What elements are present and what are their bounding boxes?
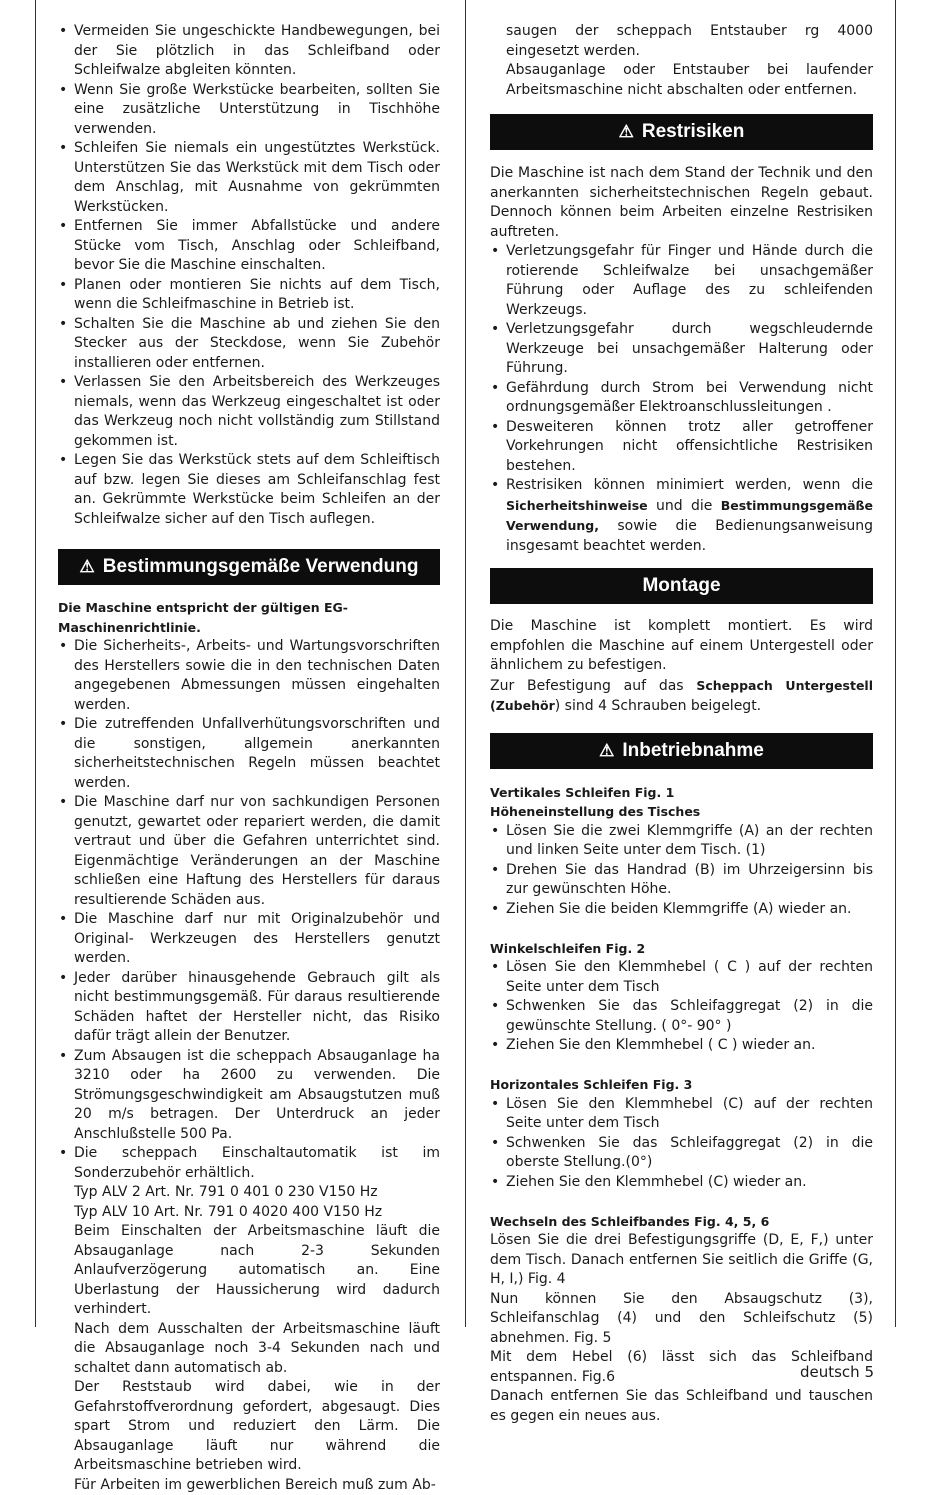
list-item: • Verletzungsgefahr für Finger und Hände durch die rotierende Schleifwalze bei unsachgemäßer Führung oder Auflage des zu schleifenden Werkzeugs.: [490, 242, 873, 320]
paragraph: Lösen Sie die drei Befestigungsgriffe (D, E, F,) unter dem Tisch. Danach entfernen Sie seitlich die Griffe (G, H, I,) Fig. 4: [490, 1231, 873, 1290]
list-item: • Planen oder montieren Sie nichts auf dem Tisch, wenn die Schleifmaschine in Betrieb ist.: [58, 276, 440, 315]
text-span: Restrisiken können minimiert werden, wenn die: [506, 477, 873, 493]
list-item: • Desweiteren können trotz aller getroffener Vorkehrungen nicht offensichtliche Restrisiken bestehen.: [490, 418, 873, 477]
list-item: • Die Maschine darf nur von sachkundigen Personen genutzt, gewartet oder repariert werden, die damit vertraut und über die Gefahren unterrichtet sind. Eigenmächtige Veränderungen an der Maschine schließen eine Haftung des Herstellers für daraus resultierende Schäden aus.: [58, 793, 440, 910]
bold-term: Sicherheitshinweise: [506, 498, 648, 513]
type-line: Typ ALV 10 Art. Nr. 791 0 4020 400 V150 Hz: [74, 1203, 440, 1223]
subsection-title: Vertikales Schleifen Fig. 1: [490, 783, 873, 803]
bullet-text: Die scheppach Einschaltautomatik ist im Sonderzubehör erhältlich.: [74, 1145, 440, 1181]
subsection-title: Horizontales Schleifen Fig. 3: [490, 1075, 873, 1095]
paragraph: Der Reststaub wird dabei, wie in der Gefahrstoffverordnung gefordert, abgesaugt. Dies spart Strom und reduziert den Lärm. Die Absauganlage läuft nur während die Arbeitsmaschine betrieben wird.: [74, 1378, 440, 1476]
right-column: [490, 22, 873, 1426]
type-line: Typ ALV 2 Art. Nr. 791 0 401 0 230 V150 Hz: [74, 1183, 440, 1203]
section-header-montage: [490, 568, 873, 604]
vertical-bullet-list: [490, 822, 873, 920]
list-item: • Die zutreffenden Unfallverhütungsvorschriften und die sonstigen, allgemein anerkannten sicherheitstechnischen Regeln müssen beachtet werden.: [58, 715, 440, 793]
list-item: [490, 476, 873, 556]
montage-text: Die Maschine ist komplett montiert. Es wird empfohlen die Maschine auf einem Untergestell oder ähnlichem zu befestigen.: [490, 617, 873, 676]
spacer: [490, 1192, 873, 1212]
left-column: [58, 22, 440, 1495]
list-item: • Ziehen Sie die beiden Klemmgriffe (A) wieder an.: [490, 900, 873, 920]
continued-text: Absauganlage oder Entstauber bei laufender Arbeitsmaschine nicht abschalten oder entfernen.: [490, 61, 873, 100]
list-item: • Schwenken Sie das Schleifaggregat (2) in die oberste Stellung.(0°): [490, 1134, 873, 1173]
bold-term: Scheppach Untergestell (Zubehör: [490, 678, 873, 714]
list-item: • Ziehen Sie den Klemmhebel (C) wieder an.: [490, 1173, 873, 1193]
list-item: • Gefährdung durch Strom bei Verwendung nicht ordnungsgemäßer Elektroanschlussleitungen .: [490, 379, 873, 418]
page-footer: deutsch 5: [800, 1363, 874, 1381]
paragraph: Nach dem Ausschalten der Arbeitsmaschine läuft die Absauganlage noch 3-4 Sekunden nach und schaltet dann automatisch ab.: [74, 1320, 440, 1379]
section-header-restrisiken: [490, 114, 873, 150]
text-span: ) sind 4 Schrauben beigelegt.: [555, 698, 761, 714]
list-item: • Entfernen Sie immer Abfallstücke und andere Stücke vom Tisch, Anschlag oder Schleifband, bevor Sie die Maschine einschalten.: [58, 217, 440, 276]
risk-bullet-list: [490, 242, 873, 556]
paragraph: Danach entfernen Sie das Schleifband und tauschen es gegen ein neues aus.: [490, 1387, 873, 1426]
list-item: • Lösen Sie den Klemmhebel ( C ) auf der rechten Seite unter dem Tisch: [490, 958, 873, 997]
list-item: • Jeder darüber hinausgehende Gebrauch gilt als nicht bestimmungsgemäß. Für daraus resultierende Schäden haftet der Hersteller nicht, das Risiko dafür trägt allein der Benutzer.: [58, 969, 440, 1047]
list-item: • Lösen Sie die zwei Klemmgriffe (A) an der rechten und linken Seite unter dem Tisch. (1): [490, 822, 873, 861]
list-item: • Schalten Sie die Maschine ab und ziehen Sie den Stecker aus der Steckdose, wenn Sie Zubehör installieren oder entfernen.: [58, 315, 440, 374]
paragraph: Mit dem Hebel (6) lässt sich das Schleifband entspannen. Fig.6: [490, 1348, 873, 1387]
section-title: Restrisiken: [642, 121, 744, 143]
list-item: • Ziehen Sie den Klemmhebel ( C ) wieder an.: [490, 1036, 873, 1056]
list-item: • Verletzungsgefahr durch wegschleudernde Werkzeuge bei unsachgemäßer Halterung oder Führung.: [490, 320, 873, 379]
warning-icon: ⚠: [80, 557, 95, 577]
subsection-title: Winkelschleifen Fig. 2: [490, 939, 873, 959]
usage-bullet-list: [58, 637, 440, 1495]
horizontal-bullet-list: [490, 1095, 873, 1193]
section-header-inbetriebnahme: [490, 733, 873, 769]
list-item: • Schwenken Sie das Schleifaggregat (2) in die gewünschte Stellung. ( 0°- 90° ): [490, 997, 873, 1036]
spacer: [490, 919, 873, 939]
list-item: [58, 1144, 440, 1495]
warning-icon: ⚠: [599, 741, 614, 761]
section-title: Inbetriebnahme: [622, 740, 763, 762]
list-item: • Schleifen Sie niemals ein ungestütztes Werkstück. Unterstützen Sie das Werkstück mit dem Tisch oder dem Anschlag, mit Ausnahme von gekrümmten Werkstücken.: [58, 139, 440, 217]
list-item: • Legen Sie das Werkstück stets auf dem Schleiftisch auf bzw. legen Sie dieses am Schleifanschlag fest an. Gekrümmte Werkstücke beim Schleifen an der Schleifwalze sicher auf den Tisch auflegen.: [58, 451, 440, 529]
spacer: [490, 1056, 873, 1076]
warning-icon: ⚠: [619, 122, 634, 142]
paragraph: Beim Einschalten der Arbeitsmaschine läuft die Absauganlage nach 2-3 Sekunden Anlaufverzögerung automatisch an. Eine Uberlastung der Haussicherung wird dadurch verhindert.: [74, 1222, 440, 1320]
text-span: sowie die Bedienungsanweisung insgesamt beachtet werden.: [506, 518, 873, 554]
section-title: Montage: [642, 575, 720, 597]
safety-bullet-list: [58, 22, 440, 529]
section-header-bestimmung: [58, 549, 440, 585]
right-margin-rule: [895, 0, 896, 1327]
text-span: Zur Befestigung auf das: [490, 678, 696, 694]
angle-bullet-list: [490, 958, 873, 1056]
list-item: • Drehen Sie das Handrad (B) im Uhrzeigersinn bis zur gewünschten Höhe.: [490, 861, 873, 900]
bold-term: Bestimmungsgemäße Verwendung,: [506, 498, 873, 534]
restrisiken-intro: Die Maschine ist nach dem Stand der Technik und den anerkannten sicherheitstechnischen Regeln gebaut. Dennoch können beim Arbeiten einzelne Restrisiken auftreten.: [490, 164, 873, 242]
left-margin-rule: [35, 0, 36, 1327]
center-column-rule: [465, 0, 466, 1327]
list-item: • Wenn Sie große Werkstücke bearbeiten, sollten Sie eine zusätzliche Unterstützung in Tischhöhe verwenden.: [58, 81, 440, 140]
list-item: • Vermeiden Sie ungeschickte Handbewegungen, bei der Sie plötzlich in das Schleifband oder Schleifwalze abgleiten könnten.: [58, 22, 440, 81]
paragraph: Nun können Sie den Absaugschutz (3), Schleifanschlag (4) und den Schleifschutz (5) abnehmen. Fig. 5: [490, 1290, 873, 1349]
section-title: Bestimmungsgemäße Verwendung: [103, 556, 419, 578]
intro-bold-text: Die Maschine entspricht der gültigen EG-Maschinenrichtlinie.: [58, 598, 440, 637]
continued-text: saugen der scheppach Entstauber rg 4000 eingesetzt werden.: [490, 22, 873, 61]
montage-text: [490, 676, 873, 717]
list-item: • Verlassen Sie den Arbeitsbereich des Werkzeuges niemals, wenn das Werkzeug eingeschaltet ist oder das Werkzeug noch nicht vollständig zum Stillstand gekommen ist.: [58, 373, 440, 451]
paragraph: Für Arbeiten im gewerblichen Bereich muß zum Ab-: [74, 1476, 440, 1495]
subsection-title: Wechseln des Schleifbandes Fig. 4, 5, 6: [490, 1212, 873, 1232]
list-item: • Die Sicherheits-, Arbeits- und Wartungsvorschriften des Herstellers sowie die in den technischen Daten angegebenen Abmessungen müssen eingehalten werden.: [58, 637, 440, 715]
text-span: und die: [648, 498, 721, 514]
list-item: • Die Maschine darf nur mit Originalzubehör und Original- Werkzeugen des Herstellers genutzt werden.: [58, 910, 440, 969]
list-item: • Lösen Sie den Klemmhebel (C) auf der rechten Seite unter dem Tisch: [490, 1095, 873, 1134]
list-item: • Zum Absaugen ist die scheppach Absauganlage ha 3210 oder ha 2600 zu verwenden. Die Strömungsgeschwindigkeit am Absaugstutzen muß 20 m/s betragen. Der Unterdruck an jeder Anschlußstelle 500 Pa.: [58, 1047, 440, 1145]
subsection-subtitle: Höheneinstellung des Tisches: [490, 802, 873, 822]
